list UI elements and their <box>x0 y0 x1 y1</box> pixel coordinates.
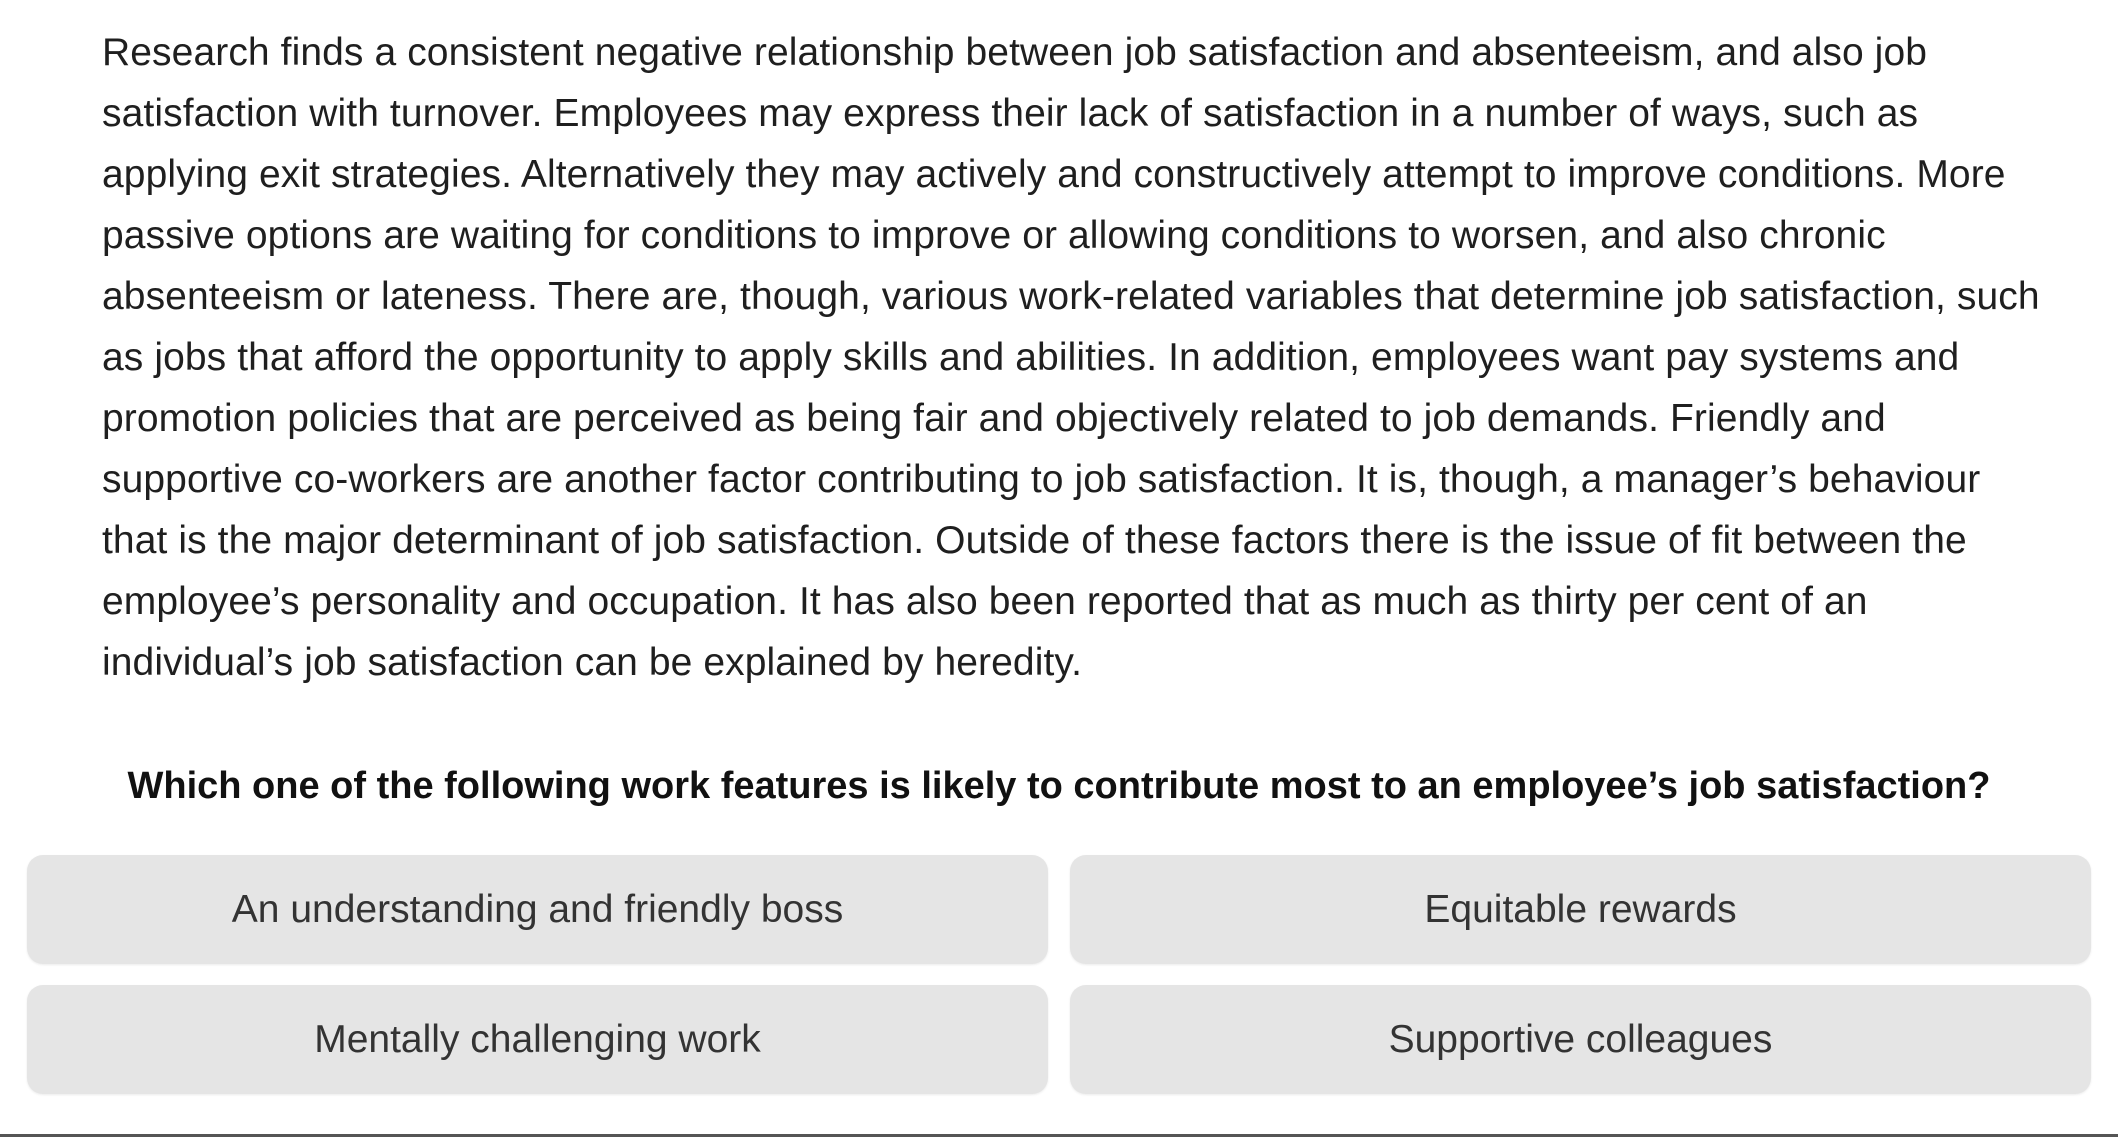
answer-option-1[interactable]: An understanding and friendly boss <box>27 855 1048 964</box>
answer-option-3[interactable]: Mentally challenging work <box>27 985 1048 1094</box>
answer-option-2[interactable]: Equitable rewards <box>1070 855 2091 964</box>
answer-options <box>27 855 2091 1094</box>
question-text: Which one of the following work features is likely to contribute most to an employee’s job satisfaction? <box>127 765 1991 807</box>
answer-option-4[interactable]: Supportive colleagues <box>1070 985 2091 1094</box>
passage-text: Research finds a consistent negative relationship between job satisfaction and absenteeism, and also job satisfaction with turnover. Employees may express their lack of satisfaction in a number of ways, such as applying exit strategies. Alternatively they may actively and constructively attempt to improve conditions. More passive options are waiting for conditions to improve or allowing conditions to worsen, and also chronic absenteeism or lateness. There are, though, various work-related variables that determine job satisfaction, such as jobs that afford the opportunity to apply skills and abilities. In addition, employees want pay systems and promotion policies that are perceived as being fair and objectively related to job demands. Friendly and supportive co-workers are another factor contributing to job satisfaction. It is, though, a manager’s behaviour that is the major determinant of job satisfaction. Outside of these factors there is the issue of fit between the employee’s personality and occupation. It has also been reported that as much as thirty per cent of an individual’s job satisfaction can be explained by heredity. <box>102 31 2040 684</box>
